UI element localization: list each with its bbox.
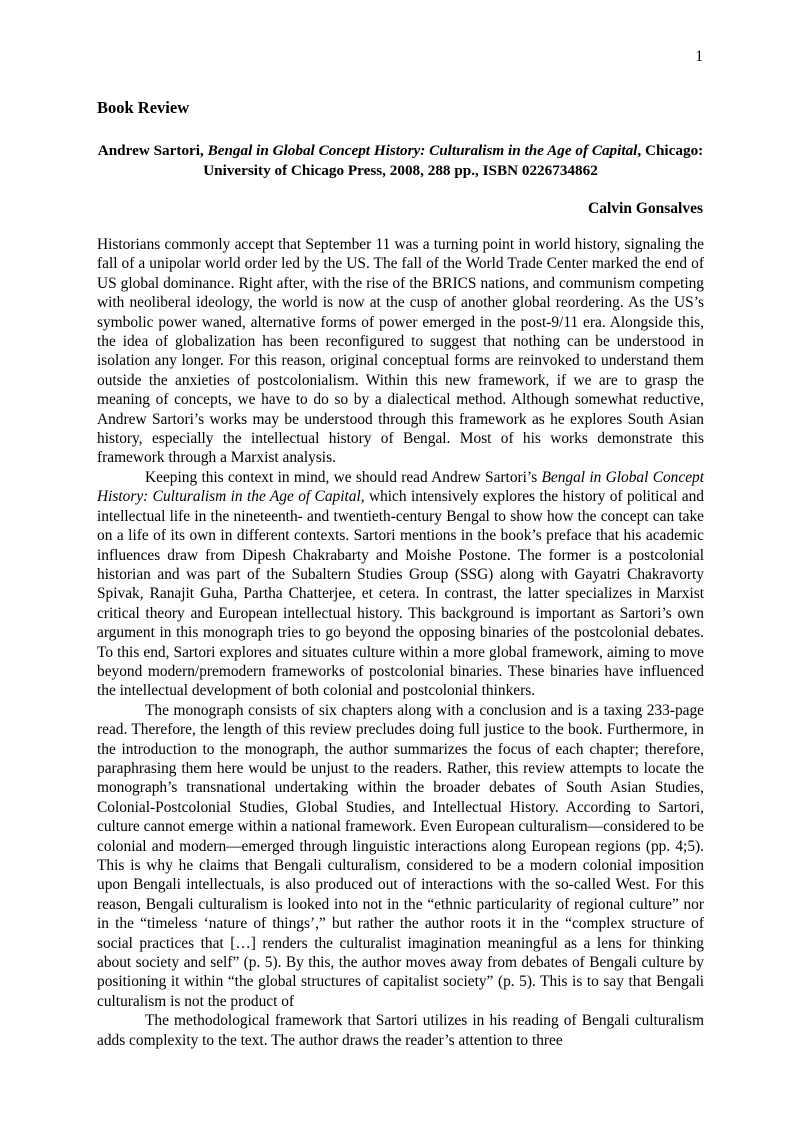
section-title: Book Review — [97, 98, 190, 117]
citation-author: Andrew Sartori, — [97, 142, 208, 159]
paragraph-2-lead: Keeping this context in mind, we should read Andrew Sartori’s — [145, 468, 542, 486]
citation-book-title: Bengal in Global Concept History: Culturalism in the Age of Capital — [207, 142, 638, 159]
page-number: 1 — [695, 48, 703, 65]
paragraph-1: Historians commonly accept that September 11 was a turning point in world history, signaling the fall of a unipolar world order led by the US. The fall of the World Trade Center marked the end of US global dominance. Right after, with the rise of the BRICS nations, and communism competing with neoliberal ideology, the world is now at the cusp of another global reordering. As the US’s symbolic power waned, alternative forms of power emerged in the post-9/11 era. Alongside this, the idea of globalization has been reconfigured to suggest that nothing can be understood in isolation any longer. For this reason, original conceptual forms are reinvoked to understand them outside the anxieties of postcolonialism. Within this new framework, if we are to grasp the meaning of concepts, we have to do so by a dialectical method. Although somewhat reductive, Andrew Sartori’s works may be understood through this framework as he explores South Asian history, especially the intellectual history of Bengal. Most of his works demonstrate this framework through a Marxist analysis. — [97, 236, 704, 467]
citation-details: , Chicago: University of Chicago Press, 2008, 288 pp., ISBN 0226734862 — [203, 142, 704, 179]
book-citation — [97, 141, 704, 181]
paragraph-3: The monograph consists of six chapters along with a conclusion and is a taxing 233-page read. Therefore, the length of this review precludes doing full justice to the book. Furthermore, in the introduction to the monograph, the author summarizes the focus of each chapter; therefore, paraphrasing them here would be unjust to the readers. Rather, this review attempts to locate the monograph’s transnational undertaking within the broader debates of South Asian Studies, Colonial-Postcolonial Studies, Global Studies, and Intellectual History. According to Sartori, culture cannot emerge within a national framework. Even European culturalism—considered to be colonial and modern—emerged through linguistic interactions along European regions (pp. 4;5). This is why he claims that Bengali culturalism, considered to be a modern colonial imposition upon Bengali intellectuals, is also produced out of interactions with the so-called West. For this reason, Bengali culturalism is looked into not in the “ethnic particularity of regional culture” nor in the “timeless ‘nature of things’,” but rather the author roots it in the “complex structure of social practices that […] renders the culturalist imagination meaningful as a lens for thinking about society and self” (p. 5). By this, the author moves away from debates of Bengali culture by positioning it within “the global structures of capitalist society” (p. 5). This is to say that Bengali culturalism is not the product of — [97, 701, 704, 1010]
paragraph-4: The methodological framework that Sartori utilizes in his reading of Bengali culturalism adds complexity to the text. The author draws the reader’s attention to three — [97, 1012, 704, 1049]
review-body — [97, 235, 704, 1050]
paragraph-2-rest: , which intensively explores the history of political and intellectual life in the nineteenth- and twentieth-century Bengal to show how the concept can take on a life of its own in different contexts. Sartori mentions in the book’s preface that his academic influences draw from Dipesh Chakrabarty and Moishe Postone. The former is a postcolonial historian and was part of the Subaltern Studies Group (SSG) along with Gayatri Chakravorty Spivak, Ranajit Guha, Partha Chatterjee, et cetera. In contrast, the latter specializes in Marxist critical theory and European intellectual history. This background is important as Sartori’s own argument in this monograph tries to go beyond the opposing binaries of the postcolonial debates. To this end, Sartori explores and situates culture within a more global framework, aiming to move beyond modern/premodern frameworks of postcolonial binaries. These binaries have influenced the intellectual development of both colonial and postcolonial thinkers. — [97, 488, 704, 700]
paragraph-2-book-title: Bengal in Global Concept History: Culturalism in the Age of Capital — [97, 468, 704, 506]
reviewer-name: Calvin Gonsalves — [588, 200, 703, 217]
paragraph-2 — [97, 468, 704, 701]
